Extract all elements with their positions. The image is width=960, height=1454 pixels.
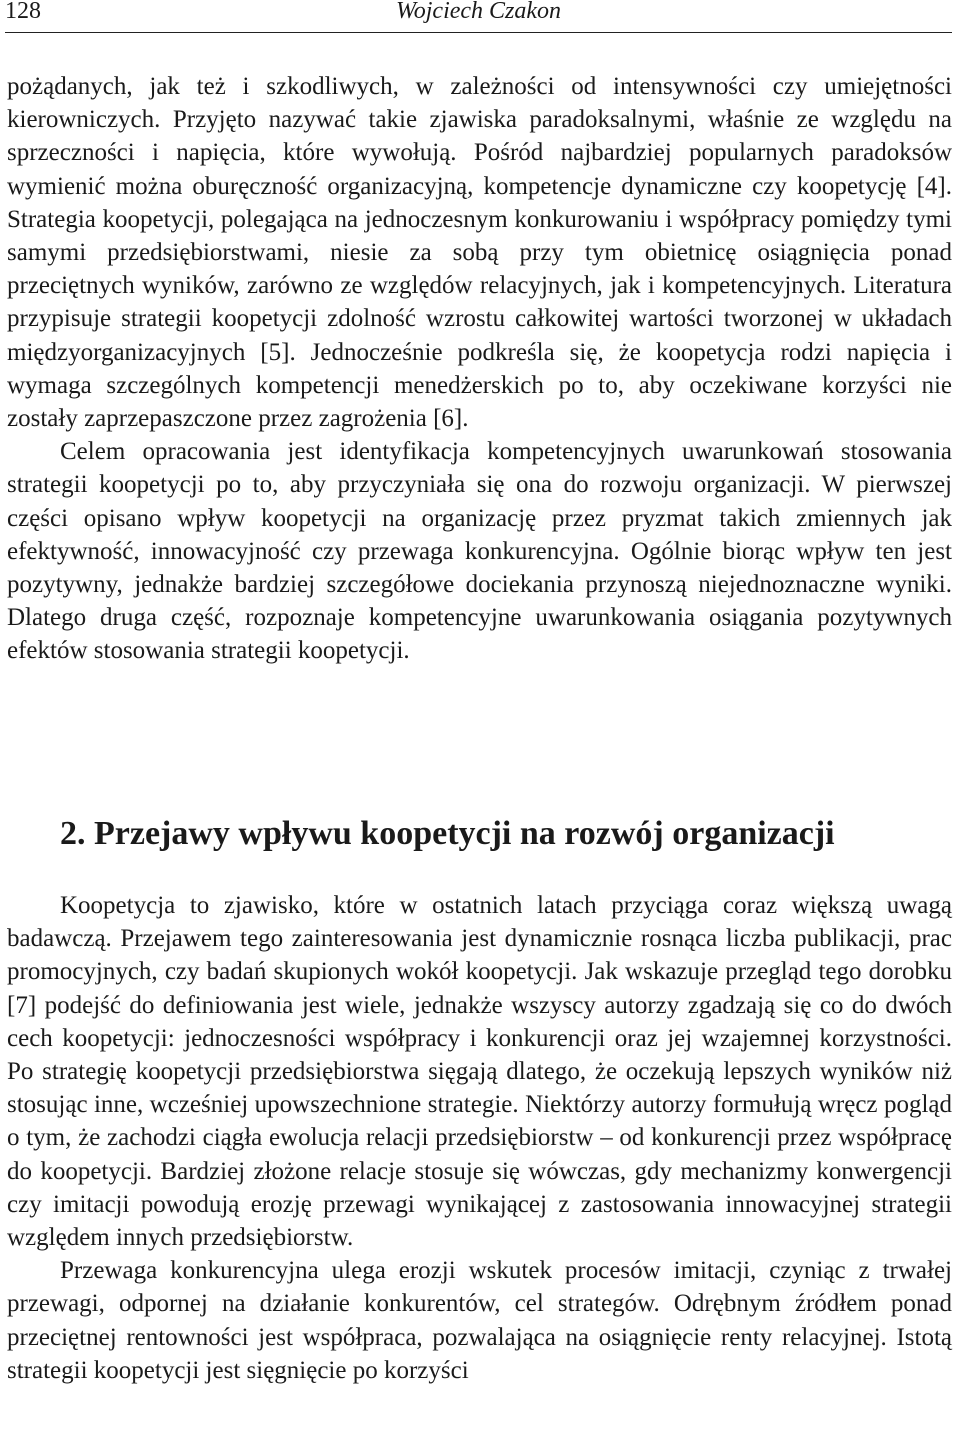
paragraph-aim: Celem opracowania jest identyfikacja kompetencyjnych uwarunkowań stosowania strategii koopetycji po to, aby przyczyniała się ona do rozwoju organizacji. W pierwszej części opisano wpływ koopetycji na organizację przez pryzmat takich zmiennych jak efektywność, innowacyjność czy przewaga konkurencyjna. Ogólnie biorąc wpływ ten jest pozytywny, jednakże bardziej szczegółowe dociekania przynoszą niejednoznaczne wyniki. Dlatego druga część, rozpoznaje kompetencyjne uwarunkowania osiągania pozytywnych efektów stosowania strategii koopetycji. xyxy=(7,438,952,665)
paragraph-continued: pożądanych, jak też i szkodliwych, w zależności od intensywności czy umiejętności kierowniczych. Przyjęto nazywać takie zjawiska paradoksalnymi, właśnie ze względu na sprzeczności i napięcia, które wywołują. Pośród najbardziej popularnych paradoksów wymienić można oburęczność organizacyjną, kompetencje dynamiczne czy koopetycję [4]. Strategia koopetycji, polegająca na jednoczesnym konkurowaniu i współpracy pomiędzy tymi samymi przedsiębiorstwami, niesie za sobą przy tym obietnicę osiągnięcia ponad przeciętnych wyników, zarówno ze względów relacyjnych, jak i kompetencyjnych. Literatura przypisuje strategii koopetycji zdolność wzrostu całkowitej wartości tworzonej w układach międzyorganizacyjnych [5]. Jednocześnie podkreśla się, że koopetycja rodzi napięcia i wymaga szczególnych kompetencji menedżerskich po to, aby oczekiwane korzyści nie zostały zaprzepaszczone przez zagrożenia [6]. xyxy=(7,73,952,433)
text-block-intro xyxy=(7,70,952,668)
text-block-section xyxy=(7,889,952,1387)
section-heading: 2. Przejawy wpływu koopetycji na rozwój organizacji xyxy=(60,815,835,852)
running-header xyxy=(5,0,952,33)
page-number: 128 xyxy=(5,0,41,24)
running-header-author: Wojciech Czakon xyxy=(395,0,562,24)
paragraph-section-2: Przewaga konkurencyjna ulega erozji wskutek procesów imitacji, czyniąc z trwałej przewagi, odpornej na działanie konkurentów, cel strategów. Odrębnym źródłem ponad przeciętnej rentowności jest współpraca, pozwalająca na osiągnięcie renty relacyjnej. Istotą strategii koopetycji jest sięgnięcie po korzyści xyxy=(7,1257,952,1384)
paragraph-section-1: Koopetycja to zjawisko, które w ostatnich latach przyciąga coraz większą uwagą badawczą. Przejawem tego zainteresowania jest dynamicznie rosnąca liczba publikacji, prac promocyjnych, czy badań skupionych wokół koopetycji. Jak wskazuje przegląd tego dorobku [7] podejść do definiowania jest wiele, jednakże wszyscy autorzy zgadzają się co do dwóch cech koopetycji: jednoczesności współpracy i konkurencji oraz jej wzajemnej korzystności. Po strategię koopetycji przedsiębiorstwa sięgają dlatego, że oczekują lepszych wyników niż stosując inne, wcześniej upowszechnione strategie. Niektórzy autorzy formułują wręcz pogląd o tym, że zachodzi ciągła ewolucja relacji przedsiębiorstw – od konkurencji przez współpracę do koopetycji. Bardziej złożone relacje stosuje się wówczas, gdy mechanizmy konwergencji czy imitacji powodują erozję przewagi wynikającej z zastosowania innowacyjnej strategii względem innych przedsiębiorstw. xyxy=(7,892,952,1252)
